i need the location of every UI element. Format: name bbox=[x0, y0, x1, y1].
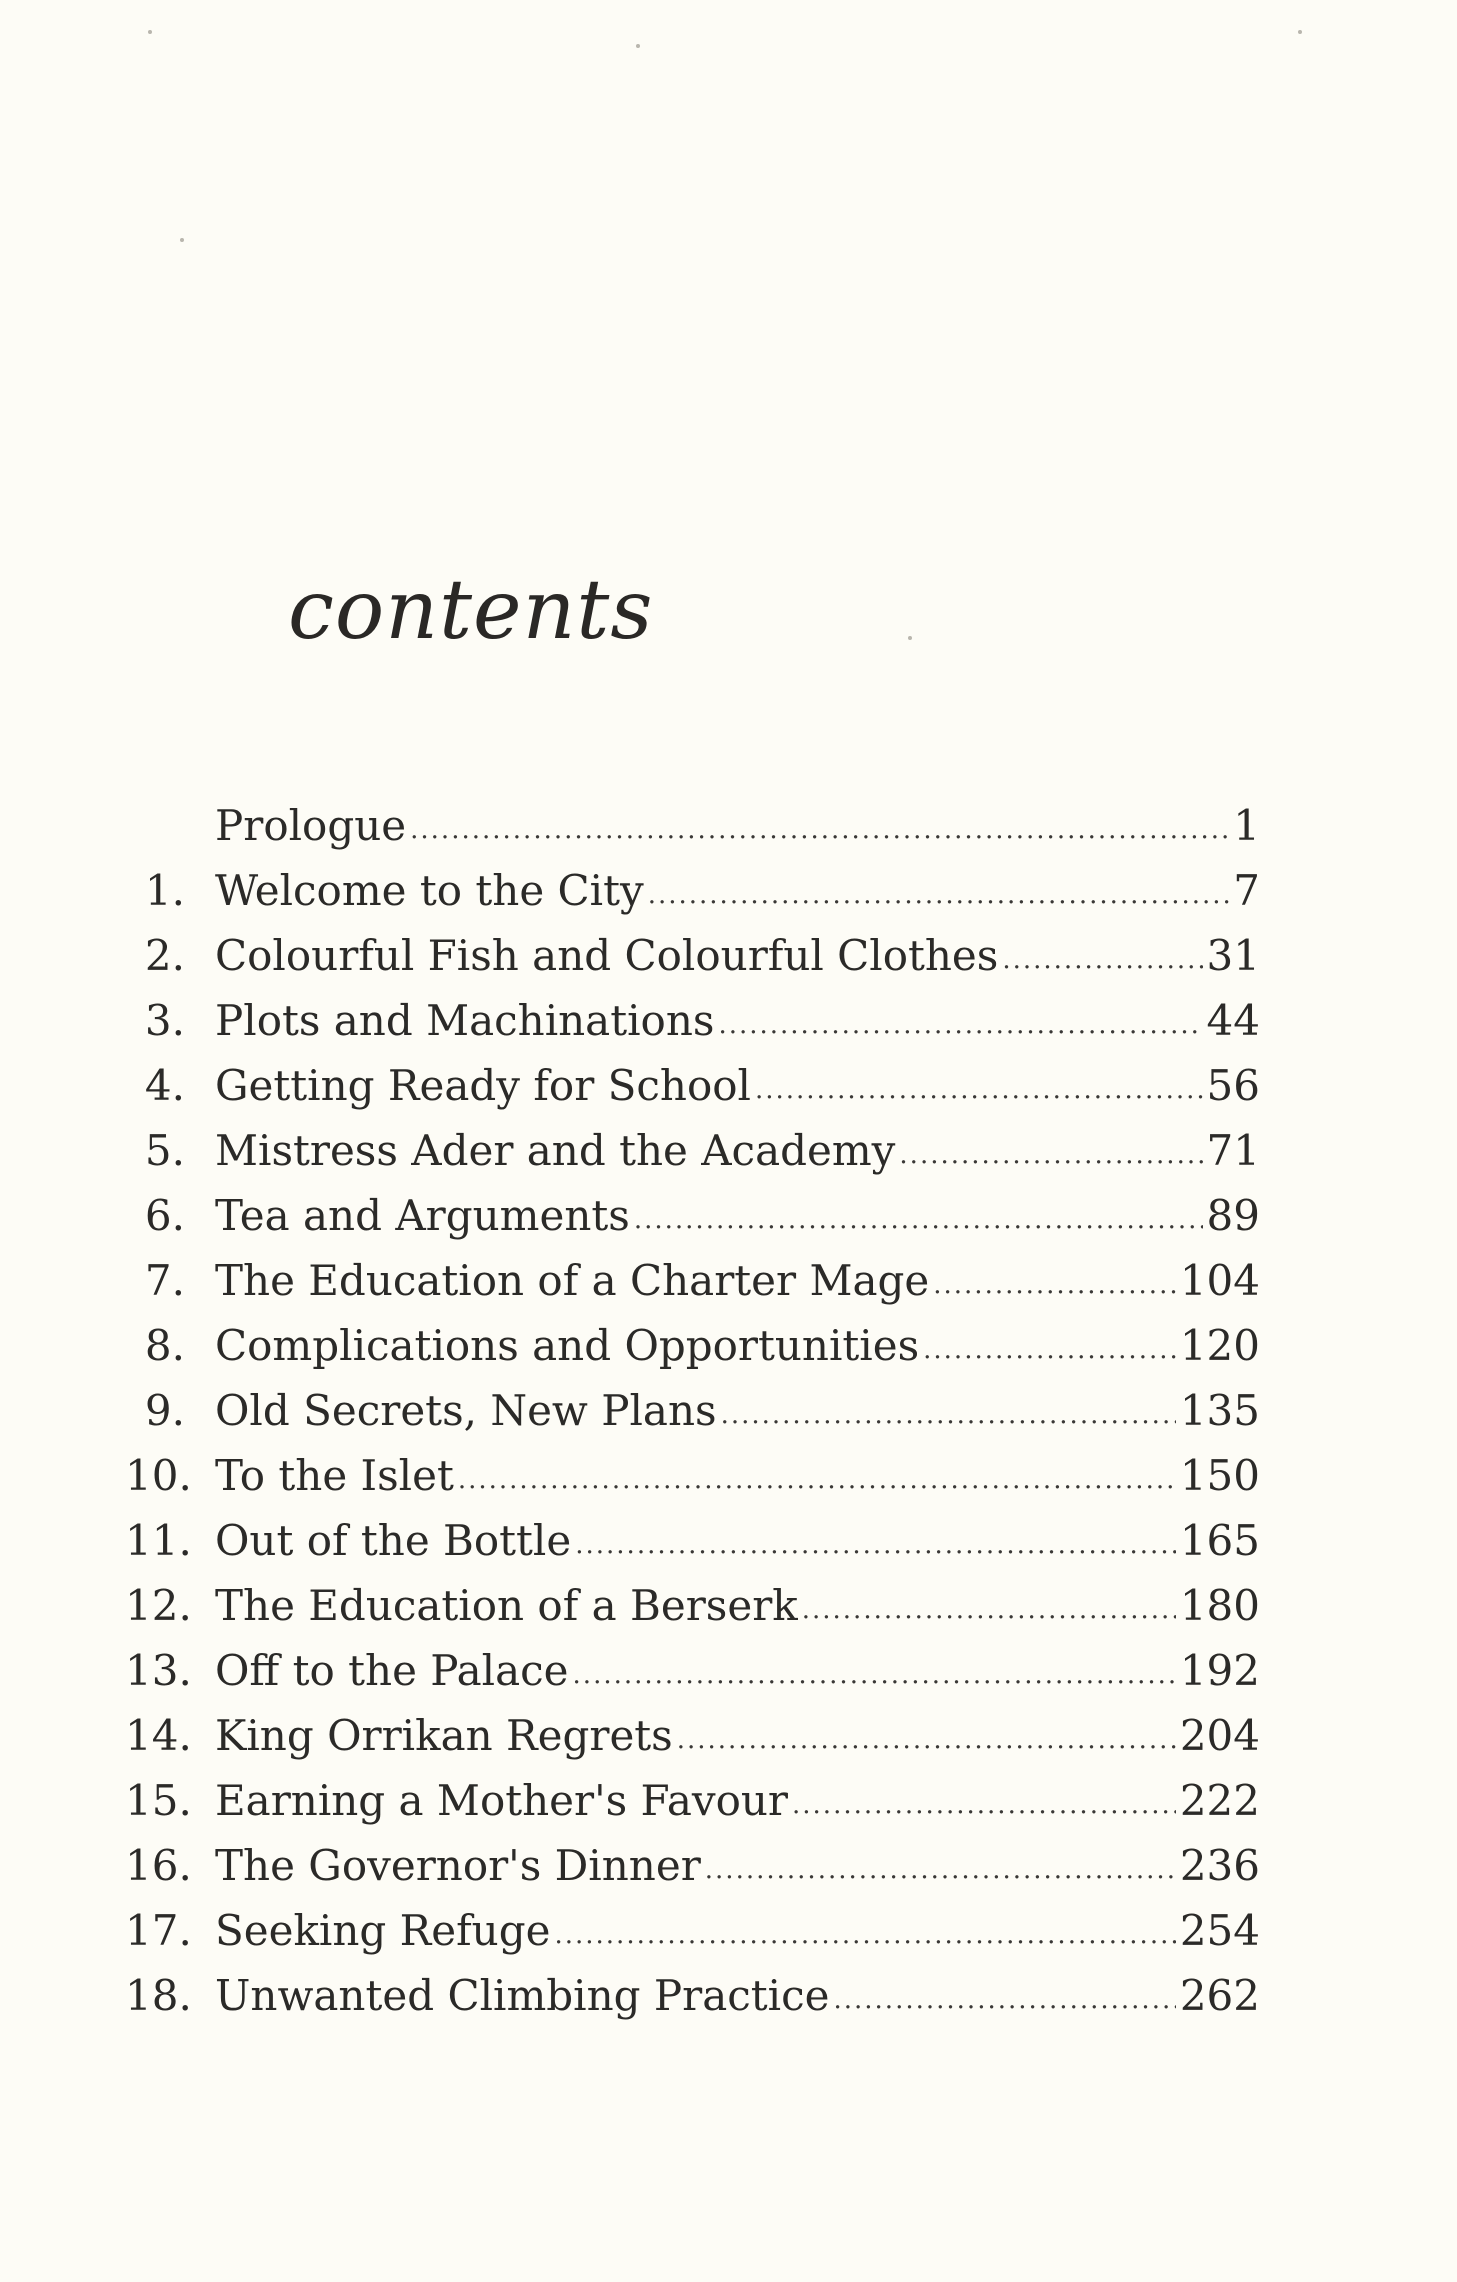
page-title: contents bbox=[288, 563, 654, 658]
chapter-title: Plots and Machinations bbox=[215, 996, 715, 1045]
dot-leader bbox=[792, 1773, 1176, 1838]
chapter-title: Off to the Palace bbox=[215, 1646, 569, 1695]
dot-leader bbox=[755, 1058, 1203, 1123]
page-number: 1 bbox=[1233, 801, 1260, 850]
page-number: 31 bbox=[1206, 931, 1260, 980]
page-number: 44 bbox=[1206, 996, 1260, 1045]
chapter-title: Old Secrets, New Plans bbox=[215, 1386, 717, 1435]
page-number: 192 bbox=[1179, 1646, 1260, 1695]
page-number: 262 bbox=[1179, 1971, 1260, 2020]
dot-leader bbox=[802, 1578, 1176, 1643]
toc-entry bbox=[125, 1118, 1260, 1183]
dot-leader bbox=[899, 1123, 1202, 1188]
chapter-number: 5. bbox=[144, 1126, 185, 1175]
toc-entry bbox=[125, 1703, 1260, 1768]
chapter-number: 15. bbox=[125, 1776, 192, 1825]
toc-entry bbox=[125, 793, 1260, 858]
chapter-number: 3. bbox=[144, 996, 185, 1045]
dot-leader bbox=[1002, 928, 1202, 993]
page-number: 104 bbox=[1179, 1256, 1260, 1305]
chapter-title: The Governor's Dinner bbox=[215, 1841, 701, 1890]
page-number: 150 bbox=[1179, 1451, 1260, 1500]
toc-entry bbox=[125, 1378, 1260, 1443]
chapter-title: Complications and Opportunities bbox=[215, 1321, 920, 1370]
dot-leader bbox=[721, 1383, 1176, 1448]
chapter-title: Earning a Mother's Favour bbox=[215, 1776, 789, 1825]
paper-speck bbox=[1298, 30, 1302, 34]
paper-speck bbox=[148, 30, 152, 34]
dot-leader bbox=[648, 863, 1230, 928]
page-number: 254 bbox=[1179, 1906, 1260, 1955]
chapter-number: 16. bbox=[125, 1841, 192, 1890]
chapter-number: 6. bbox=[144, 1191, 185, 1240]
toc-entry bbox=[125, 1963, 1260, 2028]
dot-leader bbox=[573, 1643, 1176, 1708]
page-number: 180 bbox=[1179, 1581, 1260, 1630]
dot-leader bbox=[933, 1253, 1176, 1318]
chapter-number: 8. bbox=[144, 1321, 185, 1370]
dot-leader bbox=[677, 1708, 1176, 1773]
dot-leader bbox=[575, 1513, 1176, 1578]
dot-leader bbox=[718, 993, 1202, 1058]
chapter-number: 13. bbox=[125, 1646, 192, 1695]
page-number: 7 bbox=[1233, 866, 1260, 915]
dot-leader bbox=[634, 1188, 1203, 1253]
page-number: 236 bbox=[1179, 1841, 1260, 1890]
dot-leader bbox=[705, 1838, 1176, 1903]
chapter-title: Seeking Refuge bbox=[215, 1906, 551, 1955]
toc-entry bbox=[125, 1508, 1260, 1573]
dot-leader bbox=[833, 1968, 1175, 2033]
toc-entry bbox=[125, 1898, 1260, 1963]
chapter-number: 4. bbox=[144, 1061, 185, 1110]
toc-entry bbox=[125, 988, 1260, 1053]
chapter-title: Out of the Bottle bbox=[215, 1516, 572, 1565]
toc-entry bbox=[125, 923, 1260, 988]
chapter-title: Colourful Fish and Colourful Clothes bbox=[215, 931, 999, 980]
page-number: 71 bbox=[1206, 1126, 1260, 1175]
chapter-title: Mistress Ader and the Academy bbox=[215, 1126, 896, 1175]
toc-entry bbox=[125, 1313, 1260, 1378]
toc-entry bbox=[125, 1183, 1260, 1248]
chapter-number: 2. bbox=[144, 931, 185, 980]
page-number: 120 bbox=[1179, 1321, 1260, 1370]
toc-entry bbox=[125, 1053, 1260, 1118]
chapter-title: The Education of a Berserk bbox=[215, 1581, 798, 1630]
toc-entry bbox=[125, 1833, 1260, 1898]
chapter-title: To the Islet bbox=[215, 1451, 454, 1500]
paper-speck bbox=[908, 636, 912, 640]
toc-entry bbox=[125, 1638, 1260, 1703]
dot-leader bbox=[410, 798, 1229, 863]
chapter-number: 11. bbox=[125, 1516, 192, 1565]
chapter-number: 1. bbox=[144, 866, 185, 915]
toc-entry bbox=[125, 1248, 1260, 1313]
toc-entry bbox=[125, 1443, 1260, 1508]
dot-leader bbox=[458, 1448, 1176, 1513]
toc-entry bbox=[125, 858, 1260, 923]
chapter-title: King Orrikan Regrets bbox=[215, 1711, 673, 1760]
chapter-title: Tea and Arguments bbox=[215, 1191, 630, 1240]
chapter-number: 9. bbox=[144, 1386, 185, 1435]
chapter-number: 14. bbox=[125, 1711, 192, 1760]
paper-speck bbox=[636, 44, 640, 48]
page-number: 89 bbox=[1206, 1191, 1260, 1240]
chapter-number: 10. bbox=[125, 1451, 192, 1500]
page-number: 165 bbox=[1179, 1516, 1260, 1565]
chapter-number: 12. bbox=[125, 1581, 192, 1630]
dot-leader bbox=[923, 1318, 1176, 1383]
page-number: 204 bbox=[1179, 1711, 1260, 1760]
page-number: 222 bbox=[1179, 1776, 1260, 1825]
chapter-number: 18. bbox=[125, 1971, 192, 2020]
toc-entry bbox=[125, 1768, 1260, 1833]
dot-leader bbox=[554, 1903, 1175, 1968]
chapter-title: Getting Ready for School bbox=[215, 1061, 751, 1110]
chapter-title: The Education of a Charter Mage bbox=[215, 1256, 930, 1305]
toc-entry bbox=[125, 1573, 1260, 1638]
chapter-title: Prologue bbox=[215, 801, 407, 850]
chapter-title: Welcome to the City bbox=[215, 866, 644, 915]
paper-speck bbox=[180, 238, 184, 242]
table-of-contents bbox=[125, 793, 1260, 2028]
chapter-title: Unwanted Climbing Practice bbox=[215, 1971, 830, 2020]
page-number: 56 bbox=[1206, 1061, 1260, 1110]
page-number: 135 bbox=[1179, 1386, 1260, 1435]
chapter-number: 7. bbox=[144, 1256, 185, 1305]
chapter-number: 17. bbox=[125, 1906, 192, 1955]
